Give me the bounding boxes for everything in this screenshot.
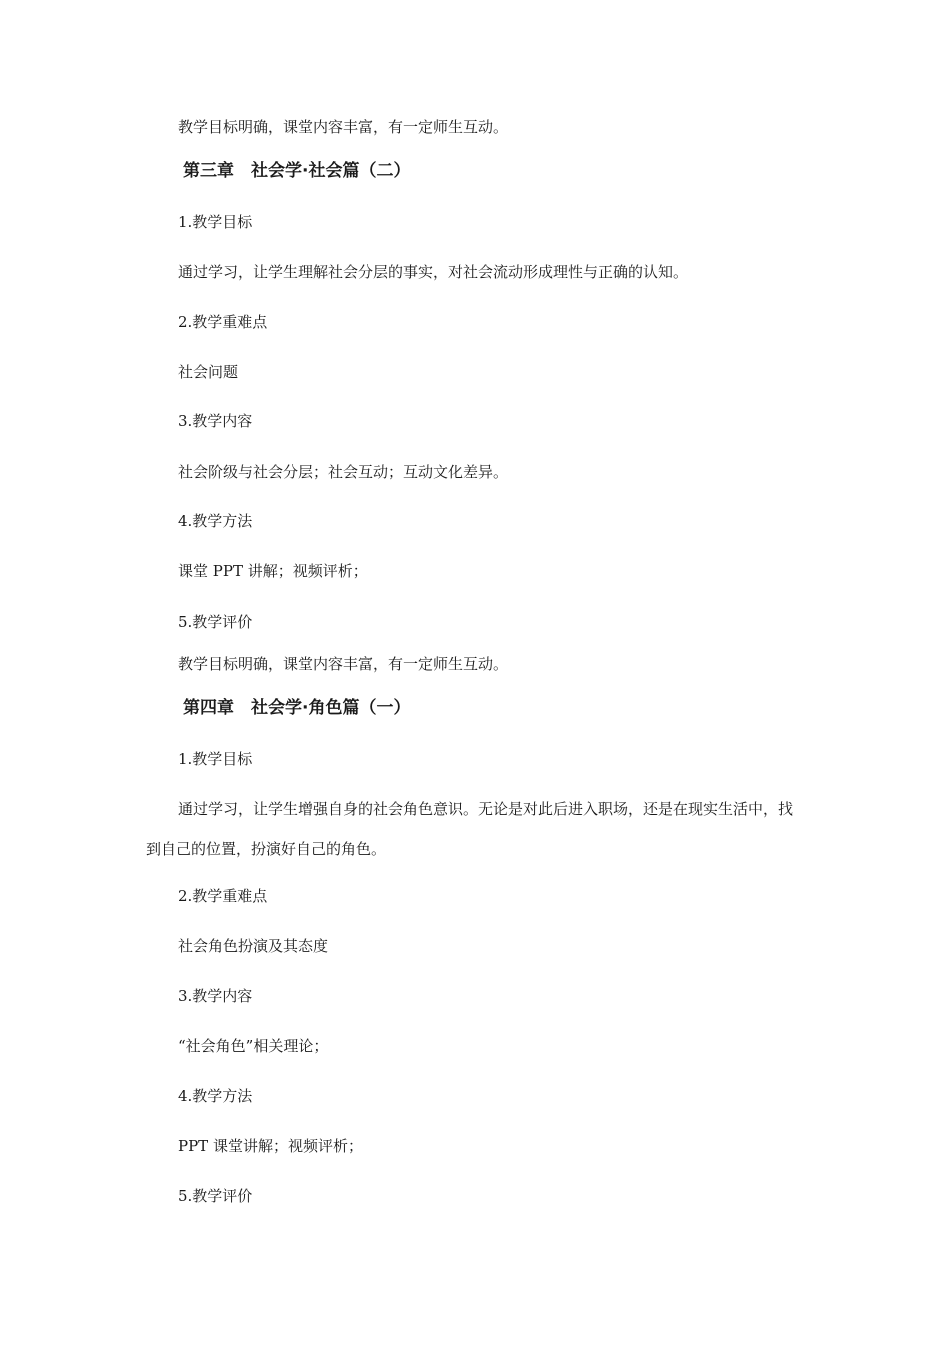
ch3-goal-text: 通过学习，让学生理解社会分层的事实，对社会流动形成理性与正确的认知。 <box>178 263 689 281</box>
evaluation-text: 教学目标明确，课堂内容丰富，有一定师生互动。 <box>178 118 509 136</box>
ch3-eval-label: 5.教学评价 <box>178 613 253 631</box>
chapter-4-heading: 第四章 社会学·角色篇（一） <box>183 698 411 718</box>
ch4-method-text: PPT 课堂讲解；视频评析； <box>178 1137 363 1155</box>
ch4-goal-label: 1.教学目标 <box>178 750 253 768</box>
ch4-key-text: 社会角色扮演及其态度 <box>178 937 329 955</box>
ch3-goal-label: 1.教学目标 <box>178 213 253 231</box>
ch4-content-label: 3.教学内容 <box>178 987 253 1005</box>
ch3-method-label: 4.教学方法 <box>178 512 253 530</box>
ch3-key-label: 2.教学重难点 <box>178 313 268 331</box>
ch4-eval-label: 5.教学评价 <box>178 1187 253 1205</box>
ch3-method-text: 课堂 PPT 讲解；视频评析； <box>178 562 368 580</box>
ch3-content-label: 3.教学内容 <box>178 412 253 430</box>
ch4-content-text: “社会角色”相关理论； <box>178 1037 329 1055</box>
ch3-content-text: 社会阶级与社会分层；社会互动；互动文化差异。 <box>178 463 509 481</box>
chapter-3-heading: 第三章 社会学·社会篇（二） <box>183 161 411 181</box>
ch3-key-text: 社会问题 <box>178 363 239 381</box>
ch3-eval-text: 教学目标明确，课堂内容丰富，有一定师生互动。 <box>178 655 509 673</box>
ch4-goal-text: 通过学习，让学生增强自身的社会角色意识。无论是对此后进入职场，还是在现实生活中，找到自己的位置，扮演好自己的角色。 <box>146 800 794 858</box>
ch4-method-label: 4.教学方法 <box>178 1087 253 1105</box>
ch4-key-label: 2.教学重难点 <box>178 887 268 905</box>
